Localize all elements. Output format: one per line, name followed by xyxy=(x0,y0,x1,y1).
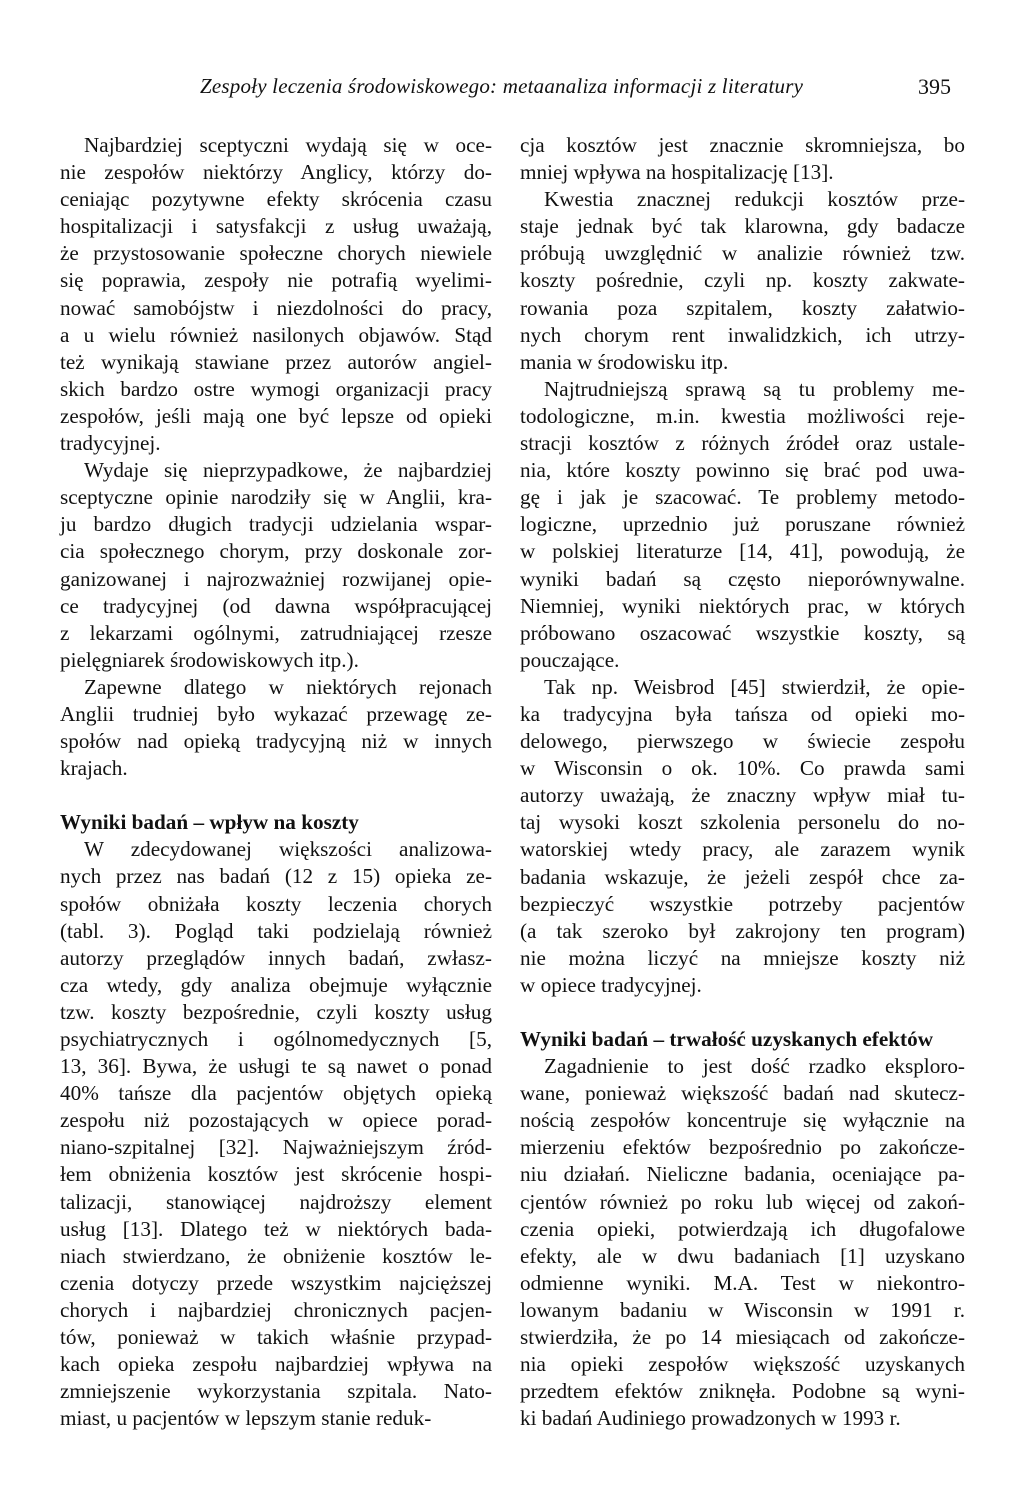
text-line: miast, u pacjentów w lepszym stanie reduk- xyxy=(60,1406,432,1431)
text-line: tradycyjnej. xyxy=(60,431,161,456)
text-line: nia opieki zespołów większość uzyskanych xyxy=(520,1352,965,1377)
section-heading: Wyniki badań – wpływ na koszty xyxy=(60,810,359,835)
text-line: badania wskazuje, że jeżeli zespół chce za- xyxy=(520,864,965,889)
text-line: Wydaje się nieprzypadkowe, że najbardziej xyxy=(84,458,492,483)
text-line: Niemniej, wyniki niektórych prac, w których xyxy=(520,593,965,618)
text-line: Zapewne dlatego w niektórych rejonach xyxy=(84,674,492,699)
text-line: nością zespołów koncentruje się wyłącznie na xyxy=(520,1108,965,1133)
text-line: rowania poza szpitalem, koszty załatwio- xyxy=(520,295,965,320)
text-line: niach stwierdzano, że obniżenie kosztów le- xyxy=(60,1243,492,1268)
paragraph xyxy=(60,836,492,1432)
paragraph xyxy=(60,132,492,457)
text-line: próbują uwzględnić w analizie również tzw. xyxy=(520,241,965,266)
text-line: stracji kosztów z różnych źródeł oraz ustale- xyxy=(520,431,965,456)
text-line: zespołów, jeśli mają one być lepsze od opieki xyxy=(60,403,492,428)
text-line: nych chorym rent inwalidzkich, ich utrzy- xyxy=(520,322,965,347)
text-line: tzw. koszty bezpośrednie, czyli koszty usług xyxy=(60,999,492,1024)
text-line: gę i jak je szacować. Te problemy metodo- xyxy=(520,485,965,510)
text-line: todologiczne, m.in. kwestia możliwości reje- xyxy=(520,403,965,428)
text-line: zespołu niż pozostających w opiece porad- xyxy=(60,1108,492,1133)
text-line: Kwestia znacznej redukcji kosztów prze- xyxy=(544,187,965,212)
paragraph xyxy=(520,376,965,674)
text-line: pielęgniarek środowiskowych itp.). xyxy=(60,647,359,672)
text-line: ganizowanej i najrozważniej rozwijanej opie- xyxy=(60,566,492,591)
text-line: cjentów również po roku lub więcej od zakoń- xyxy=(520,1189,965,1214)
text-line: Zagadnienie to jest dość rzadko eksplorο- xyxy=(544,1054,965,1079)
text-line: pouczające. xyxy=(520,647,620,672)
text-line: 13, 36]. Bywa, że usługi te są nawet o ponad xyxy=(60,1054,492,1079)
text-line: koszty pośrednie, czyli np. koszty zakwate- xyxy=(520,268,965,293)
text-line: nia, które koszty powinno się brać pod uwa- xyxy=(520,458,965,483)
text-line: w polskiej literaturze [14, 41], powodują, że xyxy=(520,539,965,564)
text-line: ce tradycyjnej (od dawna współpracującej xyxy=(60,593,492,618)
text-line: delowego, pierwszego w świecie zespołu xyxy=(520,729,965,754)
text-line: wane, ponieważ większość badań nad skutecz- xyxy=(520,1081,965,1106)
text-line: też wynikają stawiane przez autorów angiel- xyxy=(60,349,492,374)
text-line: cia społecznego chorym, przy doskonale zor- xyxy=(60,539,492,564)
text-line: mniej wpływa na hospitalizację [13]. xyxy=(520,160,834,185)
text-line: wyniki badań są często nieporównywalne. xyxy=(520,566,965,591)
text-line: cja kosztów jest znacznie skromniejsza, bo xyxy=(520,133,965,157)
paragraph xyxy=(520,132,965,186)
text-line: tów, ponieważ w takich właśnie przypad- xyxy=(60,1325,492,1350)
text-line: mierzeniu efektów bezpośrednio po zakończe- xyxy=(520,1135,965,1160)
text-line: autorzy uważają, że znaczny wpływ miał tu- xyxy=(520,783,965,808)
text-line: usług [13]. Dlatego też w niektórych bada- xyxy=(60,1216,492,1241)
text-line: a u wielu również nasilonych objawów. Stąd xyxy=(60,322,492,347)
text-line: talizacji, stanowiącej najdroższy element xyxy=(60,1189,492,1214)
paragraph xyxy=(60,457,492,674)
left-column xyxy=(60,132,492,1432)
text-line: autorzy przeglądów innych badań, zwłasz- xyxy=(60,945,492,970)
text-line: w Wisconsin o ok. 10%. Co prawda sami xyxy=(520,756,965,781)
section-gap xyxy=(520,999,965,1026)
text-line: Najbardziej sceptyczni wydają się w oce- xyxy=(84,133,492,157)
text-line: nych przez nas badań (12 z 15) opieka ze- xyxy=(60,864,492,889)
text-line: mania w środowisku itp. xyxy=(520,349,729,374)
text-line: 40% tańsze dla pacjentów objętych opieką xyxy=(60,1081,492,1106)
text-line: odmienne wyniki. M.A. Test w niekontro- xyxy=(520,1270,965,1295)
text-line: Anglii trudniej było wykazać przewagę ze- xyxy=(60,701,492,726)
text-line: W zdecydowanej większości analizowa- xyxy=(84,837,492,862)
text-line: nie można liczyć na mniejsze koszty niż xyxy=(520,945,965,970)
text-line: (tabl. 3). Pogląd taki podzielają również xyxy=(60,918,492,943)
text-line: taj wysoki koszt szkolenia personelu do no- xyxy=(520,810,965,835)
section-heading: Wyniki badań – trwałość uzyskanych efektów xyxy=(520,1027,934,1051)
text-line: Najtrudniejszą sprawą są tu problemy me- xyxy=(544,376,965,401)
text-line: zmniejszenie wykorzystania szpitala. Nato- xyxy=(60,1379,492,1404)
text-line: stwierdziła, że po 14 miesiącach od zakończe- xyxy=(520,1325,965,1350)
text-line: próbowano oszacować wszystkie koszty, są xyxy=(520,620,965,645)
text-line: społów obniżała koszty leczenia chorych xyxy=(60,891,492,916)
text-line: przedtem efektów zniknęła. Podobne są wyni- xyxy=(520,1379,965,1404)
paragraph xyxy=(520,1053,965,1432)
text-line: łem obniżenia kosztów jest skrócenie hospi- xyxy=(60,1162,492,1187)
text-line: chorych i najbardziej chronicznych pacjen- xyxy=(60,1297,492,1322)
page-number: 395 xyxy=(918,74,951,99)
paragraph xyxy=(60,674,492,782)
running-title: Zespoły leczenia środowiskowego: metaanaliza informacji z literatury xyxy=(200,74,804,98)
text-line: (a tak szeroko był zakrojony ten program) xyxy=(520,918,965,943)
section-gap xyxy=(60,782,492,809)
text-line: niu działań. Nieliczne badania, oceniające pa- xyxy=(520,1162,965,1187)
text-line: bezpieczyć wszystkie potrzeby pacjentów xyxy=(520,891,965,916)
text-line: z lekarzami ogólnymi, zatrudniającej rzesze xyxy=(60,620,492,645)
text-line: że przystosowanie społeczne chorych niewiele xyxy=(60,241,492,266)
text-line: cza wtedy, gdy analiza obejmuje wyłącznie xyxy=(60,972,492,997)
text-line: nować samobójstw i niezdolności do pracy, xyxy=(60,295,492,320)
text-line: hospitalizacji i satysfakcji z usług uważają, xyxy=(60,214,492,239)
right-column xyxy=(520,132,965,1432)
text-line: się poprawia, zespoły nie potrafią wyelimi- xyxy=(60,268,492,293)
text-line: czenia opieki, potwierdzają ich długofalowe xyxy=(520,1216,965,1241)
text-line: czenia dotyczy przede wszystkim najcięższej xyxy=(60,1270,492,1295)
paragraph xyxy=(520,186,965,376)
text-line: ceniając pozytywne efekty skrócenia czasu xyxy=(60,187,492,212)
text-line: sceptyczne opinie narodziły się w Anglii, kra- xyxy=(60,485,492,510)
text-line: efekty, ale w dwu badaniach [1] uzyskano xyxy=(520,1243,965,1268)
text-line: logiczne, uprzednio już poruszane również xyxy=(520,512,965,537)
text-line: ki badań Audiniego prowadzonych w 1993 r. xyxy=(520,1406,901,1431)
text-line: lowanym badaniu w Wisconsin w 1991 r. xyxy=(520,1297,965,1322)
text-line: staje jednak być tak klarowna, gdy badacze xyxy=(520,214,965,239)
paragraph xyxy=(520,674,965,999)
text-line: kach opieka zespołu najbardziej wpływa na xyxy=(60,1352,492,1377)
text-line: nie zespołów niektórzy Anglicy, którzy do- xyxy=(60,160,492,185)
text-line: skich bardzo ostre wymogi organizacji pracy xyxy=(60,376,492,401)
text-line: Tak np. Weisbrod [45] stwierdził, że opie- xyxy=(544,674,965,699)
text-line: krajach. xyxy=(60,756,128,781)
text-line: w opiece tradycyjnej. xyxy=(520,972,702,997)
text-line: społów nad opieką tradycyjną niż w innych xyxy=(60,729,492,754)
text-line: psychiatrycznych i ogólnomedycznych [5, xyxy=(60,1027,492,1051)
text-line: watorskiej wtedy pracy, ale zarazem wynik xyxy=(520,837,965,862)
text-line: ka tradycyjna była tańsza od opieki mo- xyxy=(520,701,965,726)
text-line: ju bardzo długich tradycji udzielania wspar- xyxy=(60,512,492,537)
text-line: niano-szpitalnej [32]. Najważniejszym źród- xyxy=(60,1135,492,1160)
